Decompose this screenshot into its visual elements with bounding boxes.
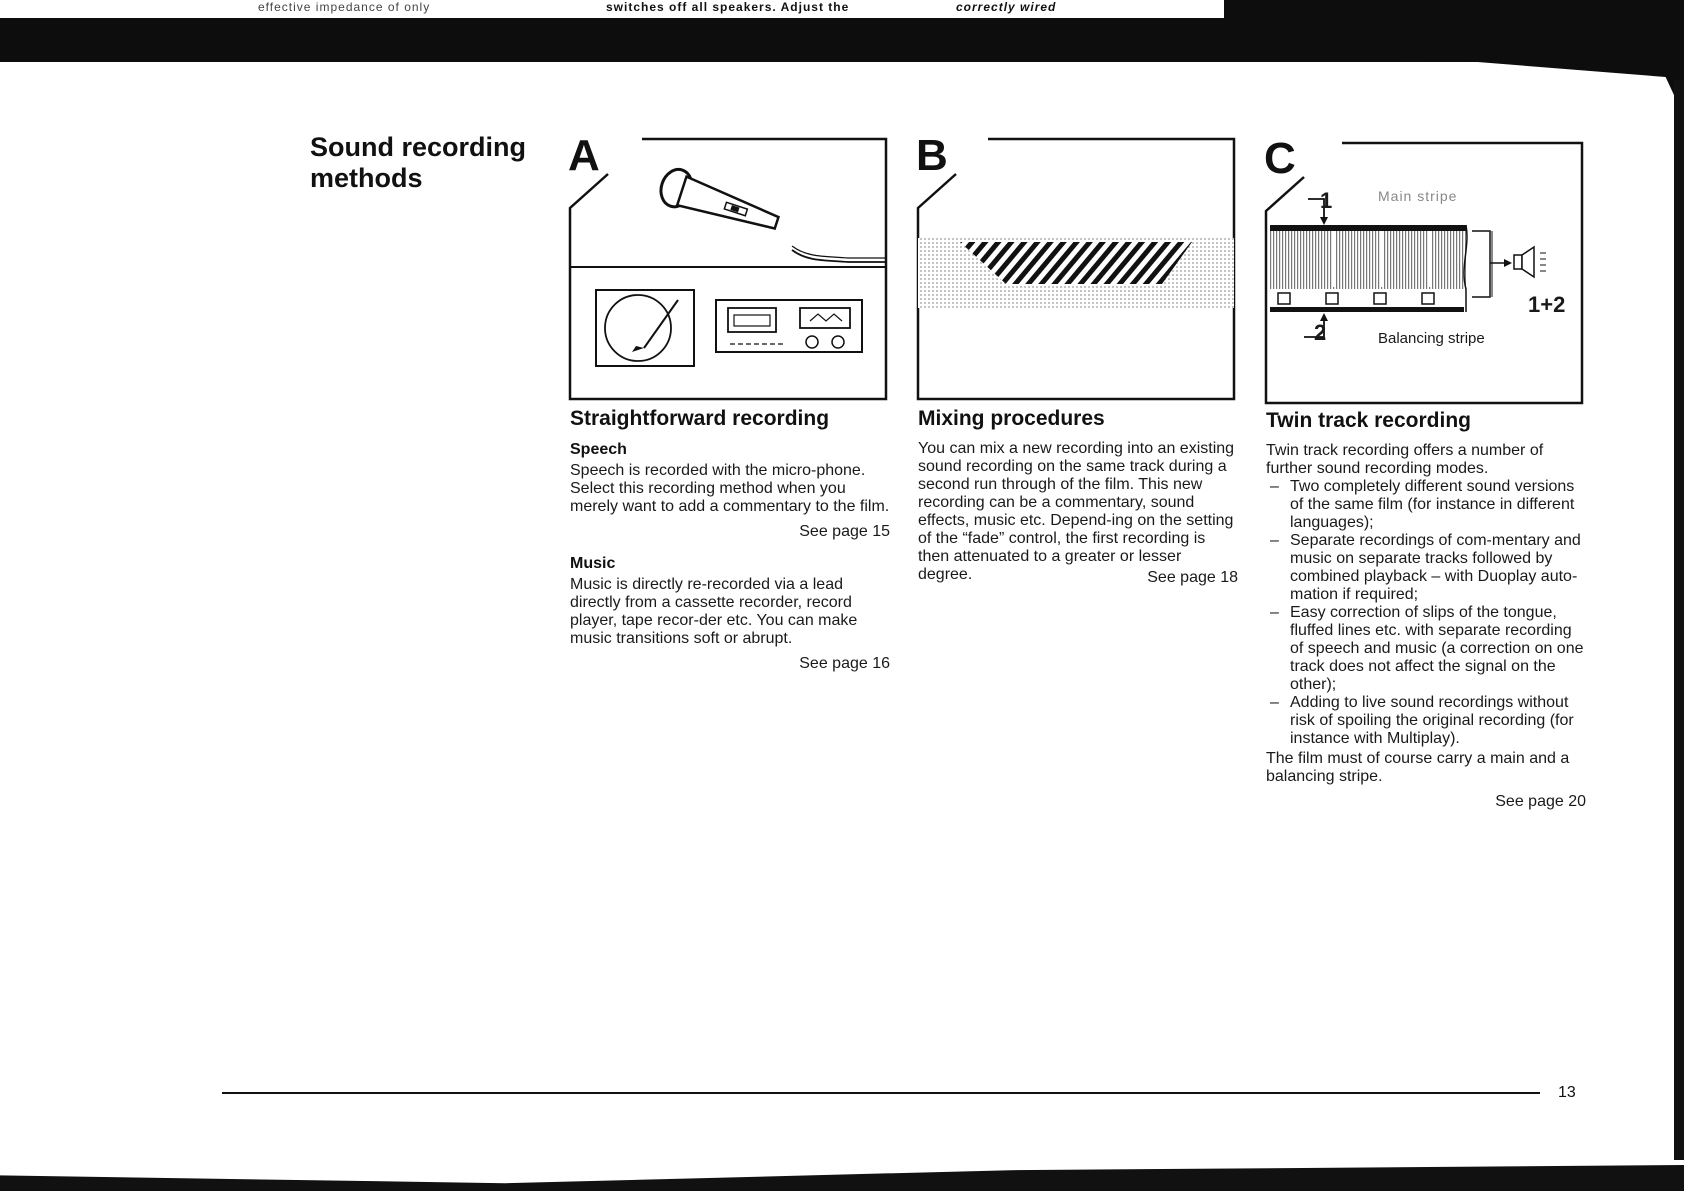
- panel-b-illustration: [916, 131, 1236, 402]
- page-heading: [310, 132, 526, 194]
- music-page-ref: See page 16: [799, 655, 890, 672]
- panel-c-illustration: [1264, 134, 1584, 407]
- speech-text: Speech is recorded with the micro-phone. Select this recording method when you merely want to add a commentary to the film.: [570, 462, 890, 515]
- right-edge-shadow: [1674, 80, 1684, 1160]
- top-cut-text-left: effective impedance of only: [258, 0, 431, 14]
- twin-track-modes-list: [1266, 478, 1586, 748]
- top-cut-text-right: correctly wired: [956, 0, 1057, 14]
- list-item: – Separate recordings of com-mentary and music on separate tracks followed by combined playback – with Duoplay auto-mation if required;: [1266, 532, 1586, 604]
- panel-a-title: Straightforward recording: [570, 407, 830, 430]
- list-item: – Two completely different sound versions of the same film (for instance in different languages);: [1266, 478, 1586, 532]
- top-cut-text-middle: switches off all speakers. Adjust the: [606, 0, 850, 14]
- speech-page-ref: See page 15: [799, 523, 890, 540]
- heading-line-1: Sound recording: [310, 132, 526, 162]
- twin-track-page-ref: See page 20: [1495, 793, 1586, 810]
- main-stripe-label: Main stripe: [1378, 188, 1458, 204]
- bottom-black-band: [0, 1165, 1684, 1191]
- heading-line-2: methods: [310, 163, 423, 193]
- column-b: [918, 406, 1238, 588]
- track-label-2: 2: [1314, 320, 1327, 345]
- microphone-icon: [656, 165, 886, 262]
- speaker-icon: [1514, 247, 1546, 277]
- twin-track-intro: Twin track recording offers a number of further sound recording modes.: [1266, 442, 1544, 477]
- track-label-1: 1: [1320, 188, 1333, 213]
- speech-subtitle: Speech: [570, 441, 627, 458]
- panel-a-illustration: [568, 131, 888, 402]
- panel-b-letter: B: [916, 131, 948, 180]
- mixing-text: You can mix a new recording into an existing sound recording on the same track during a second run through of the film. This new recording can be a commentary, sound effects, music etc. Depend-ing on the setting of the “fade” control, the first recording is then attenuated to a greater or lesser degree.: [918, 440, 1235, 583]
- cassette-recorder-icon: [716, 300, 862, 352]
- music-text: Music is directly re-recorded via a lead directly from a cassette recorder, record player, tape recor-der etc. You can make music transitions soft or abrupt.: [570, 576, 858, 647]
- list-item: – Easy correction of slips of the tongue, fluffed lines etc. with separate recording of speech and music (a correction on one track does not affect the signal on the other);: [1266, 604, 1586, 694]
- panel-c-title: Twin track recording: [1266, 409, 1471, 432]
- record-player-icon: [596, 290, 694, 366]
- panel-a-letter: A: [568, 131, 600, 180]
- panel-b-title: Mixing procedures: [918, 407, 1105, 430]
- page-number: 13: [1558, 1084, 1576, 1101]
- music-subtitle: Music: [570, 555, 616, 572]
- footer-rule: [222, 1092, 1540, 1094]
- column-a: [570, 406, 890, 674]
- combined-tracks-label: 1+2: [1528, 292, 1566, 317]
- column-c: [1266, 408, 1586, 812]
- panel-c-letter: C: [1264, 134, 1296, 183]
- balancing-stripe-label: Balancing stripe: [1378, 330, 1485, 347]
- mixing-page-ref: See page 18: [1147, 569, 1238, 586]
- twin-track-outro: The film must of course carry a main and a balancing stripe.: [1266, 750, 1570, 785]
- list-item: – Adding to live sound recordings without risk of spoiling the original recording (for instance with Multiplay).: [1266, 694, 1586, 748]
